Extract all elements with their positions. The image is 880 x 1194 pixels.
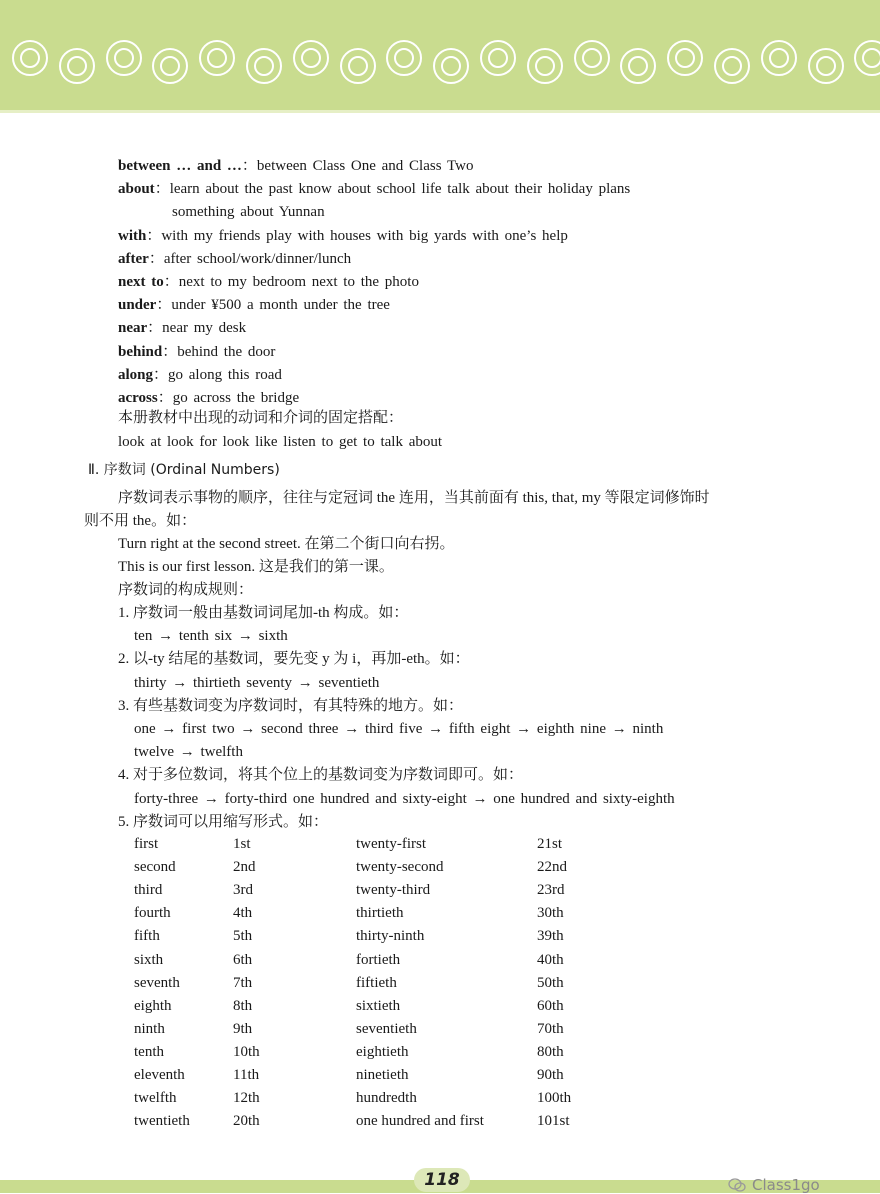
- prep-head: next to: [118, 274, 164, 290]
- rule-title: 4. 对于多位数词，将其个位上的基数词变为序数词即可。如：: [118, 767, 524, 784]
- table-cell: 3rd: [233, 882, 253, 899]
- table-cell: 70th: [537, 1020, 564, 1037]
- table-cell: 101st: [537, 1113, 570, 1130]
- prep-head: along: [118, 366, 154, 383]
- collocation-title: 本册教材中出现的动词和介词的固定搭配：: [118, 410, 404, 426]
- table-cell: 9th: [233, 1020, 253, 1037]
- table-cell: 20th: [233, 1113, 260, 1130]
- rule-title: 1. 序数词一般由基数词词尾加-th 构成。如：: [118, 605, 409, 621]
- table-cell: twenty-first: [356, 836, 426, 852]
- table-cell: 60th: [537, 997, 564, 1014]
- rule-title: 5. 序数词可以用缩写形式。如：: [118, 813, 329, 830]
- prep-line: [118, 272, 419, 292]
- rule-example: ten → tenth six → sixth: [134, 628, 288, 645]
- table-cell: 30th: [537, 905, 564, 922]
- table-cell: 100th: [537, 1090, 572, 1107]
- table-cell: 40th: [537, 951, 564, 968]
- table-cell: sixth: [134, 951, 164, 968]
- intro-line-2: 则不用 the。如：: [84, 513, 197, 529]
- table-cell: thirty-ninth: [356, 928, 425, 945]
- table-cell: 6th: [233, 951, 253, 968]
- table-cell: 1st: [233, 836, 251, 852]
- rule-example: one → first two → second three → third five → fifth eight → eighth nine → ninth: [134, 721, 664, 737]
- table-cell: tenth: [134, 1043, 164, 1060]
- example-2: This is our first lesson. 这是我们的第一课。: [118, 559, 394, 575]
- prep-line: [172, 202, 325, 222]
- prep-line: [118, 388, 299, 408]
- table-cell: 80th: [537, 1043, 564, 1060]
- prep-text: ：go along this road: [153, 366, 282, 383]
- chat-icon: [728, 1178, 746, 1192]
- prep-line: [118, 342, 275, 362]
- table-cell: twenty-second: [356, 859, 444, 876]
- table-cell: 12th: [233, 1090, 260, 1107]
- prep-line: [118, 249, 351, 269]
- prep-line: [118, 365, 282, 385]
- table-cell: thirtieth: [356, 905, 404, 922]
- table-cell: 10th: [233, 1043, 260, 1060]
- table-cell: hundredth: [356, 1090, 417, 1107]
- page-number: 118: [414, 1168, 470, 1192]
- table-cell: 90th: [537, 1067, 564, 1083]
- prep-text: ：under ¥500 a month under the tree: [156, 297, 390, 314]
- table-cell: 8th: [233, 997, 253, 1014]
- prep-head: near: [118, 320, 148, 337]
- rule-example: twelve → twelfth: [134, 744, 243, 761]
- table-cell: ninth: [134, 1020, 165, 1037]
- table-cell: 22nd: [537, 859, 567, 876]
- table-cell: 50th: [537, 974, 564, 991]
- prep-text: ：with my friends play with houses with big yards with one’s help: [146, 227, 568, 244]
- prep-head: behind: [118, 343, 163, 360]
- rule-title: 3. 有些基数词变为序数词时，有其特殊的地方。如：: [118, 697, 464, 714]
- table-cell: fiftieth: [356, 974, 397, 991]
- table-cell: third: [134, 882, 163, 899]
- prep-text: ：between Class One and Class Two: [241, 158, 474, 174]
- table-cell: fourth: [134, 905, 171, 922]
- table-cell: 11th: [233, 1067, 260, 1083]
- table-cell: 4th: [233, 905, 253, 922]
- table-cell: 21st: [537, 836, 563, 852]
- prep-text: ：learn about the past know about school life talk about their holiday plans: [154, 181, 631, 198]
- rule-example: forty-three → forty-third one hundred and sixty-eight → one hundred and sixty-eighth: [134, 790, 675, 807]
- prep-text: ：behind the door: [162, 343, 276, 360]
- table-cell: 23rd: [537, 882, 565, 899]
- rules-title: 序数词的构成规则：: [118, 582, 254, 598]
- rule-title: 2. 以-ty 结尾的基数词，要先变 y 为 i，再加-eth。如：: [118, 651, 470, 668]
- prep-text: ：go across the bridge: [157, 390, 300, 406]
- prep-line: [118, 179, 630, 199]
- prep-head: under: [118, 297, 157, 314]
- table-cell: ninetieth: [356, 1067, 409, 1083]
- prep-line: [118, 226, 568, 246]
- watermark-text: Class1go: [752, 1176, 820, 1194]
- table-cell: 5th: [233, 928, 253, 945]
- prep-line: [118, 156, 473, 176]
- prep-line: [118, 295, 390, 315]
- table-cell: fortieth: [356, 951, 401, 968]
- table-cell: fifth: [134, 928, 160, 945]
- table-cell: second: [134, 859, 176, 876]
- table-cell: twentieth: [134, 1113, 190, 1130]
- table-cell: 2nd: [233, 859, 256, 876]
- table-cell: 39th: [537, 928, 564, 945]
- example-1: Turn right at the second street. 在第二个街口向右拐。: [118, 536, 455, 552]
- section-title: Ⅱ. 序数词 (Ordinal Numbers): [88, 462, 280, 478]
- collocation-items: look at look for look like listen to get to talk about: [118, 434, 443, 450]
- prep-head: about: [118, 181, 155, 198]
- table-cell: eighth: [134, 997, 172, 1014]
- prep-head: across: [118, 390, 158, 406]
- prep-head: after: [118, 250, 149, 267]
- table-cell: 7th: [233, 974, 253, 991]
- prep-text: ：next to my bedroom next to the photo: [163, 274, 419, 290]
- table-cell: seventh: [134, 974, 180, 991]
- table-cell: twenty-third: [356, 882, 431, 899]
- prep-line: [118, 318, 246, 338]
- prep-text: ：near my desk: [147, 320, 247, 337]
- prep-text: something about Yunnan: [172, 204, 325, 221]
- table-cell: first: [134, 836, 159, 852]
- table-cell: twelfth: [134, 1090, 177, 1107]
- intro-line-1: 序数词表示事物的顺序，往往与定冠词 the 连用，当其前面有 this, that, my 等限定词修饰时: [118, 490, 710, 506]
- rule-example: thirty → thirtieth seventy → seventieth: [134, 674, 380, 691]
- table-cell: eightieth: [356, 1043, 409, 1060]
- table-cell: seventieth: [356, 1020, 417, 1037]
- table-cell: eleventh: [134, 1067, 185, 1083]
- table-cell: sixtieth: [356, 997, 401, 1014]
- prep-text: ：after school/work/dinner/lunch: [148, 250, 352, 267]
- prep-head: with: [118, 227, 147, 244]
- prep-head: between … and …: [118, 158, 242, 174]
- table-cell: one hundred and first: [356, 1113, 484, 1130]
